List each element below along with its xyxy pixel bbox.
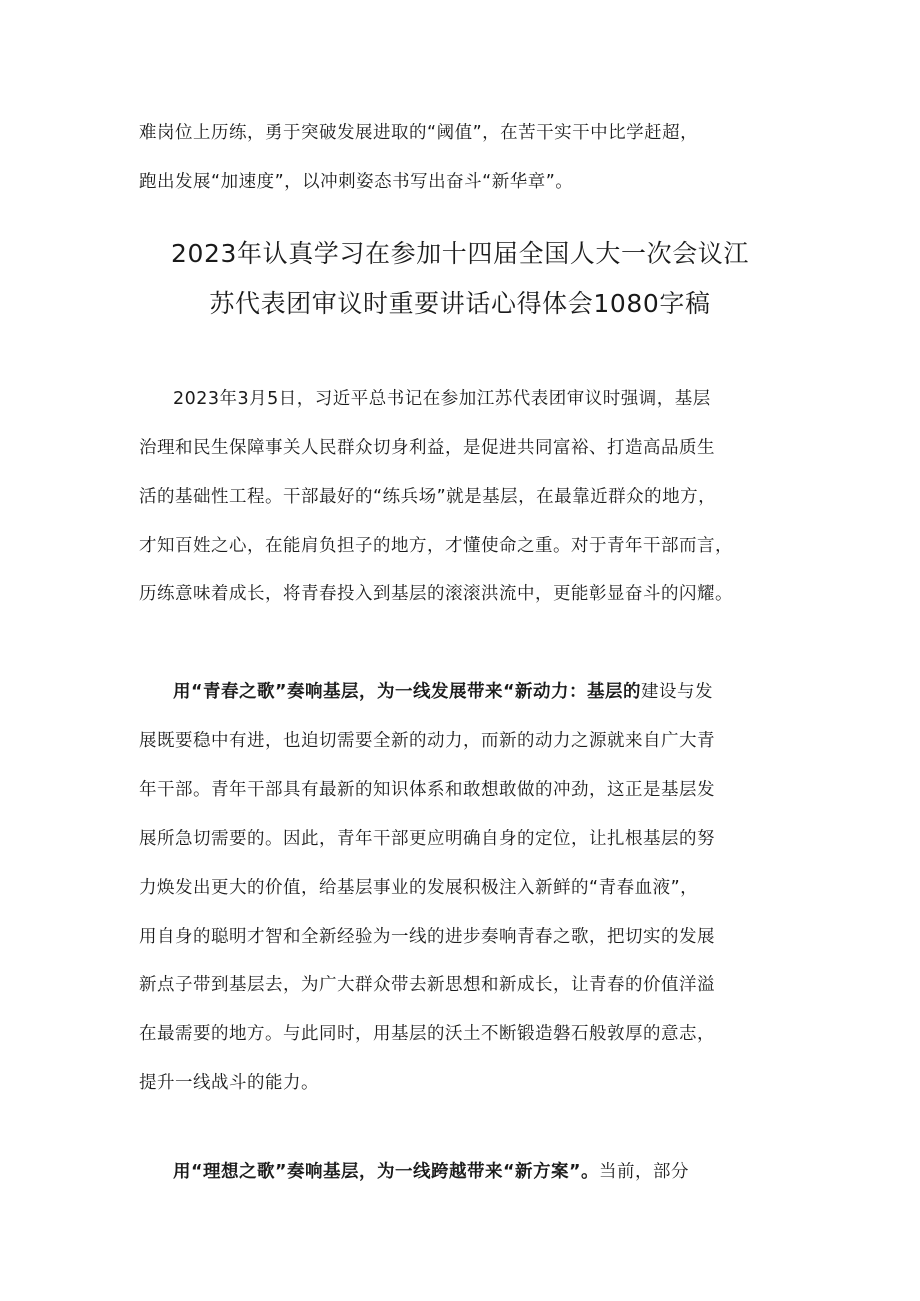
para3-line-1-rest: 当前，部分 <box>599 1162 690 1182</box>
intro-line-1: 难岗位上历练，勇于突破发展进取的“阈值”，在苦干实干中比学赶超， <box>139 123 699 143</box>
para1-line-3: 活的基础性工程。干部最好的“练兵场”就是基层，在最靠近群众的地方， <box>139 487 717 507</box>
para2-line-5: 力焕发出更大的价值，给基层事业的发展积极注入新鲜的“青春血液”， <box>139 878 699 898</box>
para2-line-9: 提升一线战斗的能力。 <box>139 1073 319 1093</box>
para2-line-1-rest: 建设与发 <box>641 682 714 702</box>
doc-title-line-2: 苏代表团审议时重要讲话心得体会1080字稿 <box>209 289 711 318</box>
para2-heading: 用“青春之歌”奏响基层，为一线发展带来“新动力：基层的 <box>173 682 642 702</box>
para2-line-2: 展既要稳中有进，也迫切需要全新的动力，而新的动力之源就来自广大青 <box>139 731 715 751</box>
para1-line-5: 历练意味着成长，将青春投入到基层的滚滚洪流中，更能彰显奋斗的闪耀。 <box>139 584 733 604</box>
para2-line-6: 用自身的聪明才智和全新经验为一线的进步奏响青春之歌，把切实的发展 <box>139 927 715 947</box>
intro-line-2: 跑出发展“加速度”，以冲刺姿态书写出奋斗“新华章”。 <box>139 172 574 192</box>
doc-title-line-1: 2023年认真学习在参加十四届全国人大一次会议江 <box>170 239 750 268</box>
para2-line-3: 年干部。青年干部具有最新的知识体系和敢想敢做的冲劲，这正是基层发 <box>139 780 715 800</box>
para2-line-7: 新点子带到基层去，为广大群众带去新思想和新成长，让青春的价值洋溢 <box>139 975 715 995</box>
para1-line-2: 治理和民生保障事关人民群众切身利益，是促进共同富裕、打造高品质生 <box>139 438 715 458</box>
para2-line-4: 展所急切需要的。因此，青年干部更应明确自身的定位，让扎根基层的努 <box>139 829 715 849</box>
para2-line-1 <box>173 680 713 704</box>
para3-heading: 用“理想之歌”奏响基层，为一线跨越带来“新方案”。 <box>173 1162 600 1182</box>
para3-line-1 <box>173 1160 689 1184</box>
para1-line-4: 才知百姓之心，在能肩负担子的地方，才懂使命之重。对于青年干部而言， <box>139 536 733 556</box>
para1-line-1: 2023年3月5日，习近平总书记在参加江苏代表团审议时强调，基层 <box>173 389 711 409</box>
para2-line-8: 在最需要的地方。与此同时，用基层的沃土不断锻造磐石般敦厚的意志， <box>139 1024 715 1044</box>
